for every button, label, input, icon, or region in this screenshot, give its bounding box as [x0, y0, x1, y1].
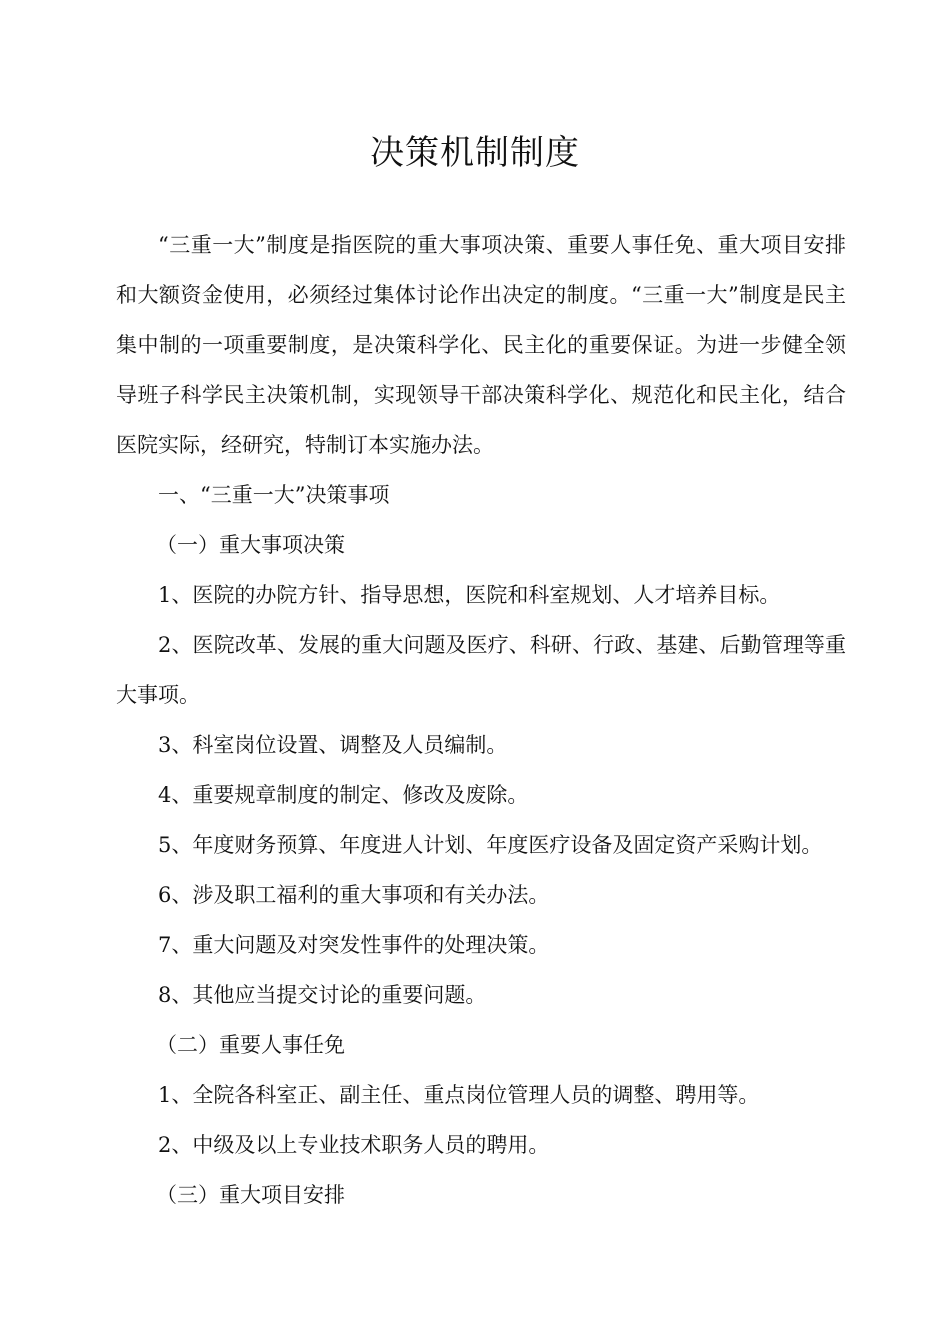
subsection-heading: （三）重大项目安排	[156, 1183, 345, 1207]
document-title: 决策机制制度	[370, 133, 580, 173]
subsection-heading: （一）重大事项决策	[156, 533, 345, 557]
list-item: 4、重要规章制度的制定、修改及废除。	[158, 783, 529, 807]
list-item: 5、年度财务预算、年度进人计划、年度医疗设备及固定资产采购计划。	[158, 833, 823, 857]
list-item: 3、科室岗位设置、调整及人员编制。	[158, 733, 508, 757]
list-item: 2、中级及以上专业技术职务人员的聘用。	[158, 1133, 550, 1157]
list-item: 8、其他应当提交讨论的重要问题。	[158, 983, 487, 1007]
document-body	[116, 220, 846, 1220]
list-item: 1、全院各科室正、副主任、重点岗位管理人员的调整、聘用等。	[158, 1083, 760, 1107]
list-item: 2、医院改革、发展的重大问题及医疗、科研、行政、基建、后勤管理等重大事项。	[116, 633, 846, 707]
list-item: 7、重大问题及对突发性事件的处理决策。	[158, 933, 550, 957]
list-item: 1、医院的办院方针、指导思想，医院和科室规划、人才培养目标。	[158, 583, 781, 607]
section-heading: 一、“三重一大”决策事项	[158, 483, 390, 507]
list-item: 6、涉及职工福利的重大事项和有关办法。	[158, 883, 550, 907]
paragraph-intro: “三重一大”制度是指医院的重大事项决策、重要人事任免、重大项目安排和大额资金使用，必须经过集体讨论作出决定的制度。“三重一大”制度是民主集中制的一项重要制度，是决策科学化、民主化的重要保证。为进一步健全领导班子科学民主决策机制，实现领导干部决策科学化、规范化和民主化，结合医院实际，经研究，特制订本实施办法。	[116, 233, 846, 457]
subsection-heading: （二）重要人事任免	[156, 1033, 345, 1057]
